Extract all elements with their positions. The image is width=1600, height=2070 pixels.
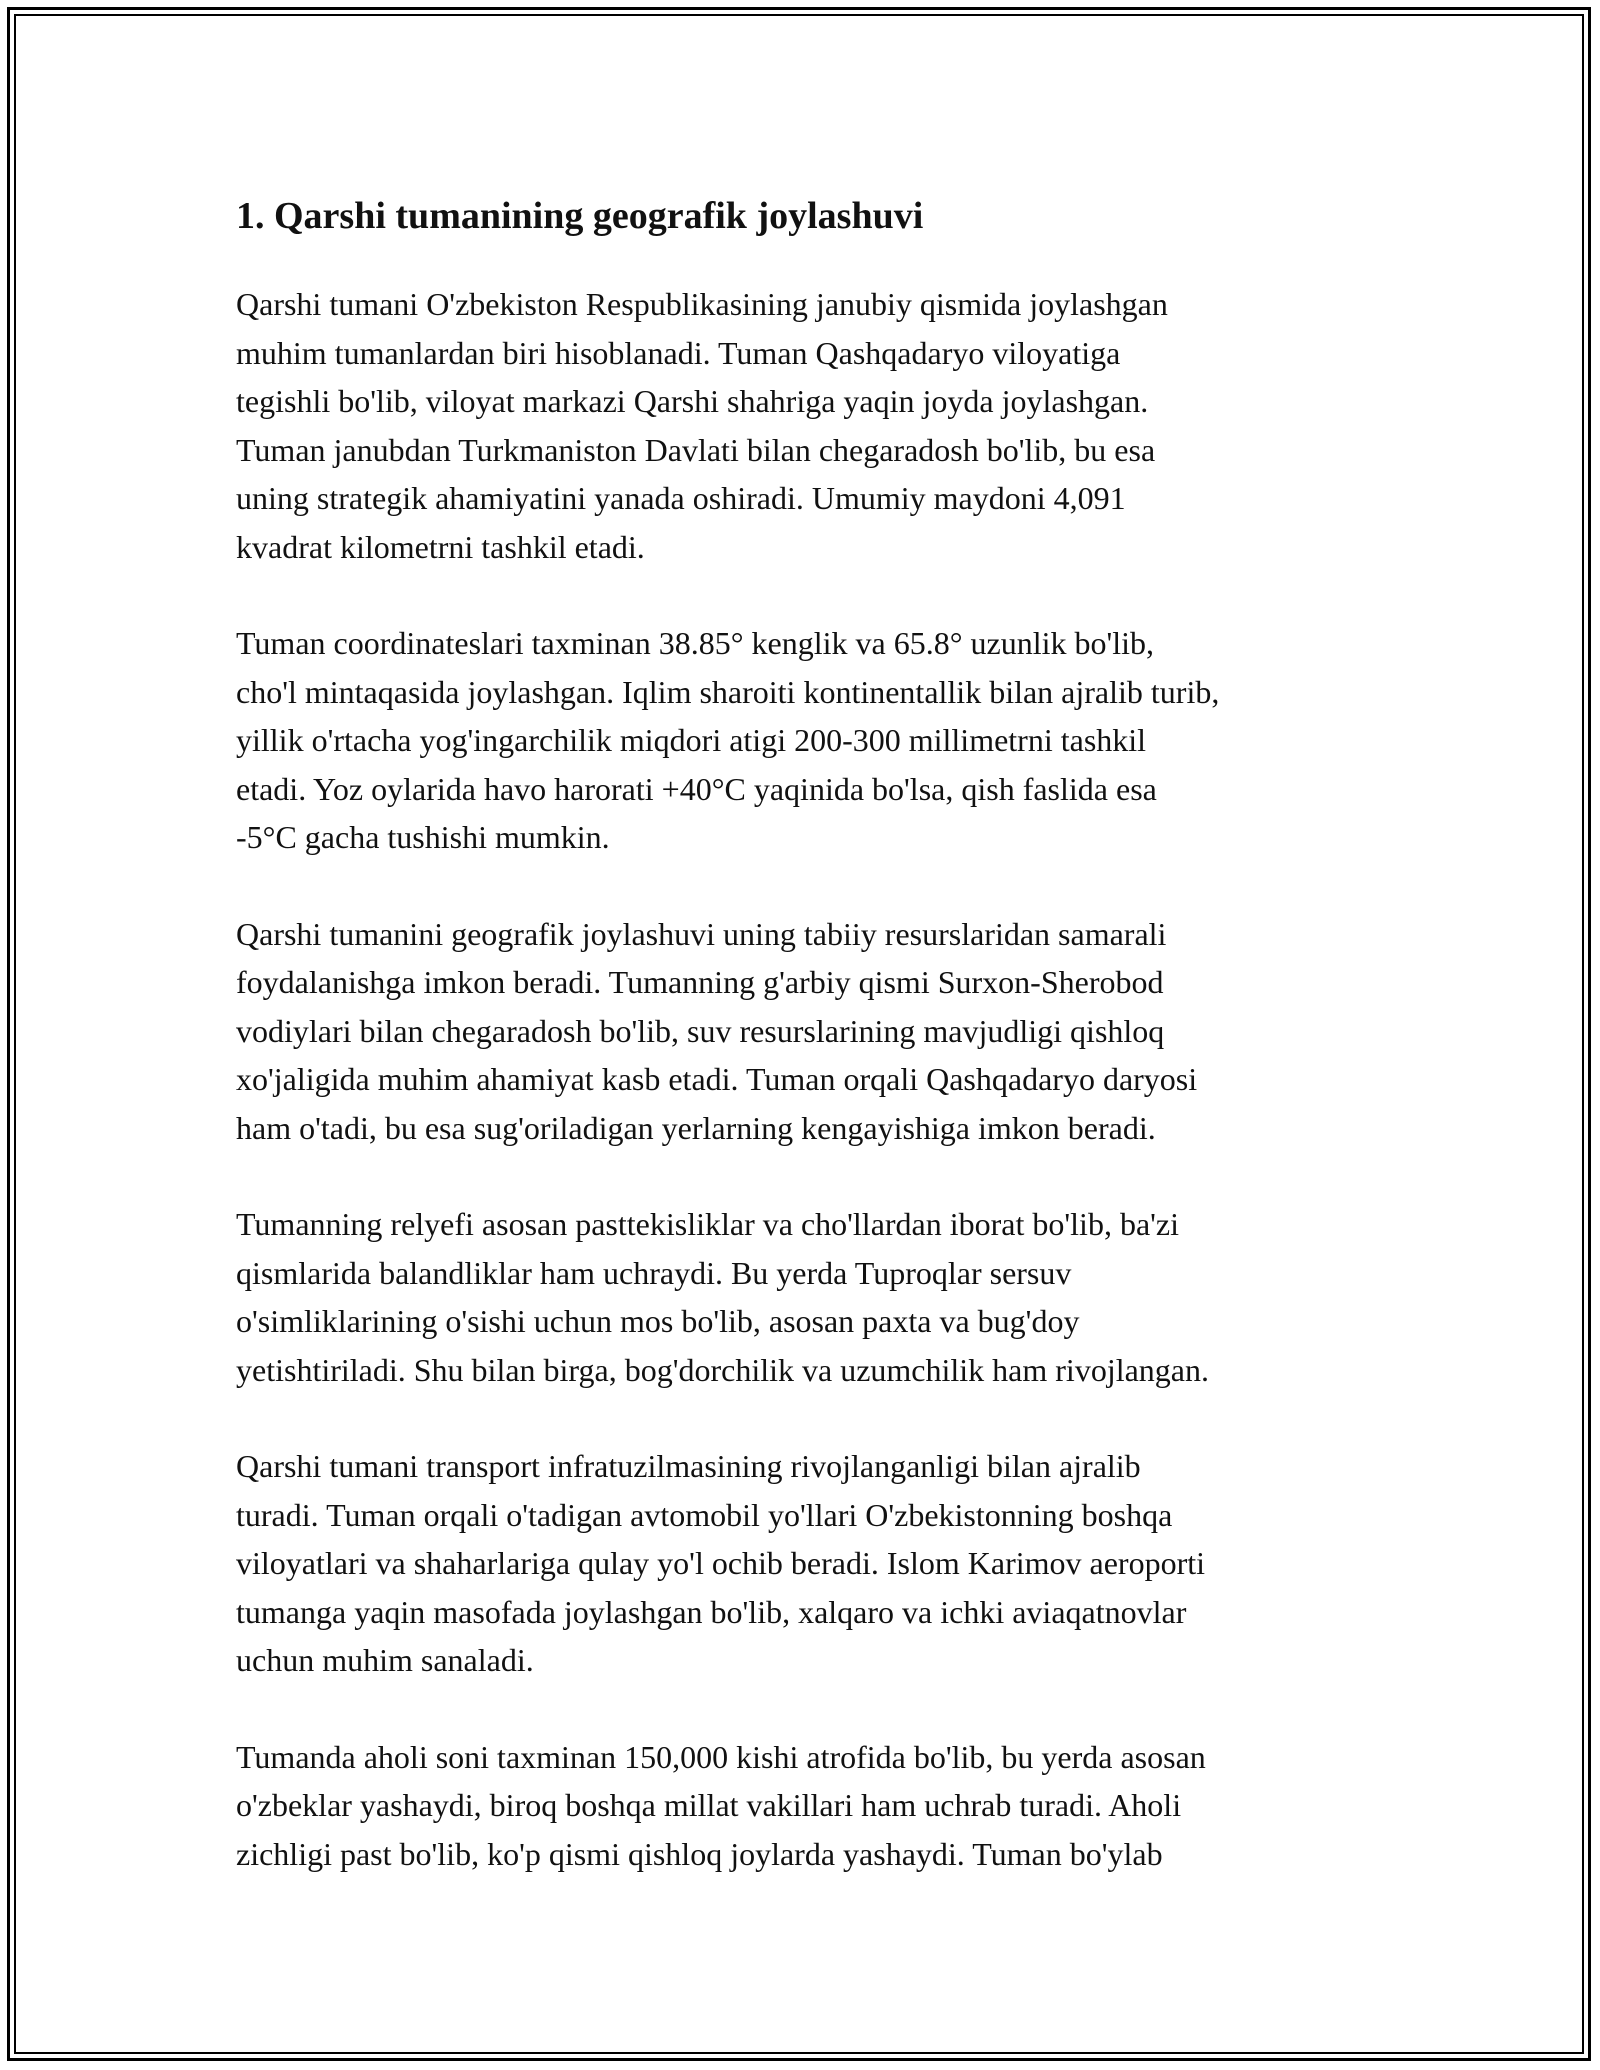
paragraph-transport: Qarshi tumani transport infratuzilmasining rivojlanganligi bilan ajralib turadi. Tuman orqali o'tadigan avtomobil yo'llari O'zbekistonning boshqa viloyatlari va shaharlariga qulay yo'l ochib beradi. Islom Karimov aeroporti tumanga yaqin masofada joylashgan bo'lib, xalqaro va ichki aviaqatnovlar uchun muhim sanaladi. (236, 1448, 1206, 1678)
paragraph-population: Tumanda aholi soni taxminan 150,000 kishi atrofida bo'lib, bu yerda asosan o'zbeklar yashaydi, biroq boshqa millat vakillari ham uchrab turadi. Aholi zichligi past bo'lib, ko'p qismi qishloq joylarda yashaydi. Tuman bo'ylab (236, 1738, 1206, 1872)
paragraph-location: Qarshi tumani O'zbekiston Respublikasining janubiy qismida joylashgan muhim tumanlardan biri hisoblanadi. Tuman Qashqadaryo viloyatiga tegishli bo'lib, viloyat markazi Qarshi shahriga yaqin joyda joylashgan. Tuman janubdan Turkmaniston Davlati bilan chegaradosh bo'lib, bu esa uning strategik ahamiyatini yanada oshiradi. Umumiy maydoni 4,091 kvadrat kilometrni tashkil etadi. (236, 286, 1168, 565)
document-body (236, 188, 1386, 1926)
paragraph-resources: Qarshi tumanini geografik joylashuvi uning tabiiy resurslaridan samarali foydalanishga imkon beradi. Tumanning g'arbiy qismi Surxon-Sherobod vodiylari bilan chegaradosh bo'lib, suv resurslarining mavjudligi qishloq xo'jaligida muhim ahamiyat kasb etadi. Tuman orqali Qashqadaryo daryosi ham o'tadi, bu esa sug'oriladigan yerlarning kengayishiga imkon beradi. (236, 915, 1198, 1146)
section-title: 1. Qarshi tumanining geografik joylashuvi (236, 195, 924, 237)
paragraph-relief: Tumanning relyefi asosan pasttekisliklar va cho'llardan iborat bo'lib, ba'zi qismlarida balandliklar ham uchraydi. Bu yerda Tuproqlar sersuv o'simliklarining o'sishi uchun mos bo'lib, asosan paxta va bug'doy yetishtiriladi. Shu bilan birga, bog'dorchilik va uzumchilik ham rivojlangan. (236, 1206, 1209, 1388)
paragraph-climate: Tuman coordinateslari taxminan 38.85° kenglik va 65.8° uzunlik bo'lib, cho'l mintaqasida joylashgan. Iqlim sharoiti kontinentallik bilan ajralib turib, yillik o'rtacha yog'ingarchilik miqdori atigi 200-300 millimetrni tashkil etadi. Yoz oylarida havo harorati +40°C yaqinida bo'lsa, qish faslida esa -5°C gacha tushishi mumkin. (236, 625, 1220, 855)
